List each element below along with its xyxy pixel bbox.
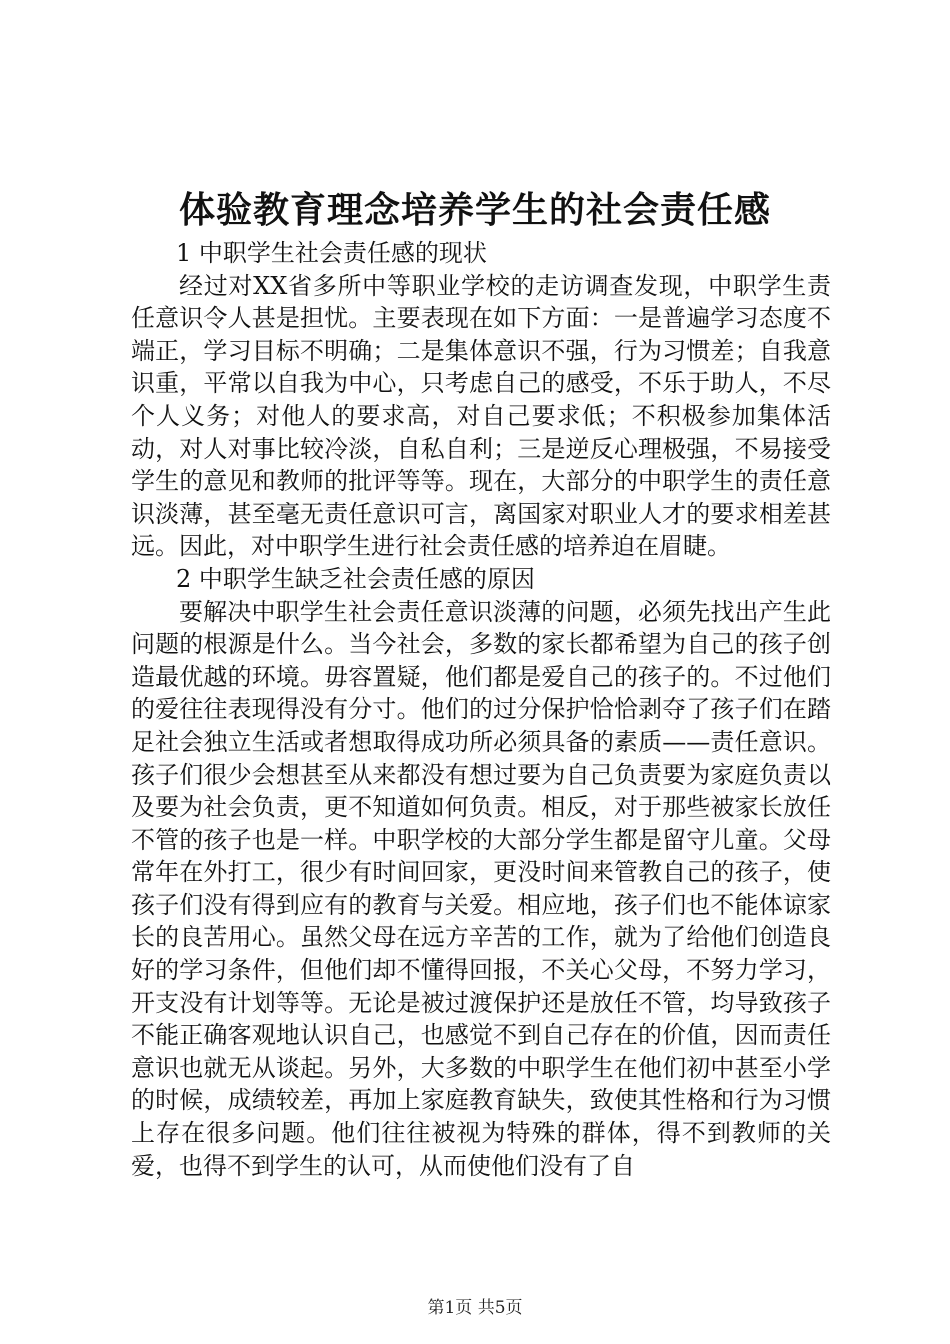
document-title: 体验教育理念培养学生的社会责任感 [178,189,771,231]
section-1-paragraph: 经过对XX省多所中等职业学校的走访调查发现，中职学生责任意识令人甚是担忧。主要表现在如下方面：一是普遍学习态度不端正，学习目标不明确；二是集体意识不强，行为习惯差；自我意识重，平常以自我为中心，只考虑自己的感受，不乐于助人，不尽个人义务；对他人的要求高，对自己要求低；不积极参加集体活动，对人对事比较冷淡，自私自利；三是逆反心理极强，不易接受学生的意见和教师的批评等等。现在，大部分的中职学生的责任意识淡薄，甚至毫无责任意识可言，离国家对职业人才的要求相差甚远。因此，对中职学生进行社会责任感的培养迫在眉睫。 [131,271,831,561]
section-1-heading: 1 中职学生社会责任感的现状 [176,239,487,267]
section-2-heading: 2 中职学生缺乏社会责任感的原因 [176,564,535,593]
document-body [131,237,831,1182]
section-2-paragraph: 要解决中职学生社会责任意识淡薄的问题，必须先找出产生此问题的根源是什么。当今社会，多数的家长都希望为自己的孩子创造最优越的环境。毋容置疑，他们都是爱自己的孩子的。不过他们的爱往往表现得没有分寸。他们的过分保护恰恰剥夺了孩子们在踏足社会独立生活或者想取得成功所必须具备的素质——责任意识。孩子们很少会想甚至从来都没有想过要为自己负责要为家庭负责以及要为社会负责，更不知道如何负责。相反，对于那些被家长放任不管的孩子也是一样。中职学校的大部分学生都是留守儿童。父母常年在外打工，很少有时间回家，更没时间来管教自己的孩子，使孩子们没有得到应有的教育与关爱。相应地，孩子们也不能体谅家长的良苦用心。虽然父母在远方辛苦的工作，就为了给他们创造良好的学习条件，但他们却不懂得回报，不关心父母，不努力学习，开支没有计划等等。无论是被过渡保护还是放任不管，均导致孩子不能正确客观地认识自己，也感觉不到自己存在的价值，因而责任意识也就无从谈起。另外，大多数的中职学生在他们初中甚至小学的时候，成绩较差，再加上家庭教育缺失，致使其性格和行为习惯上存在很多问题。他们往往被视为特殊的群体，得不到教师的关爱，也得不到学生的认可，从而使他们没有了自 [131,597,831,1180]
page-number-footer: 第1页 共5页 [427,1298,523,1318]
